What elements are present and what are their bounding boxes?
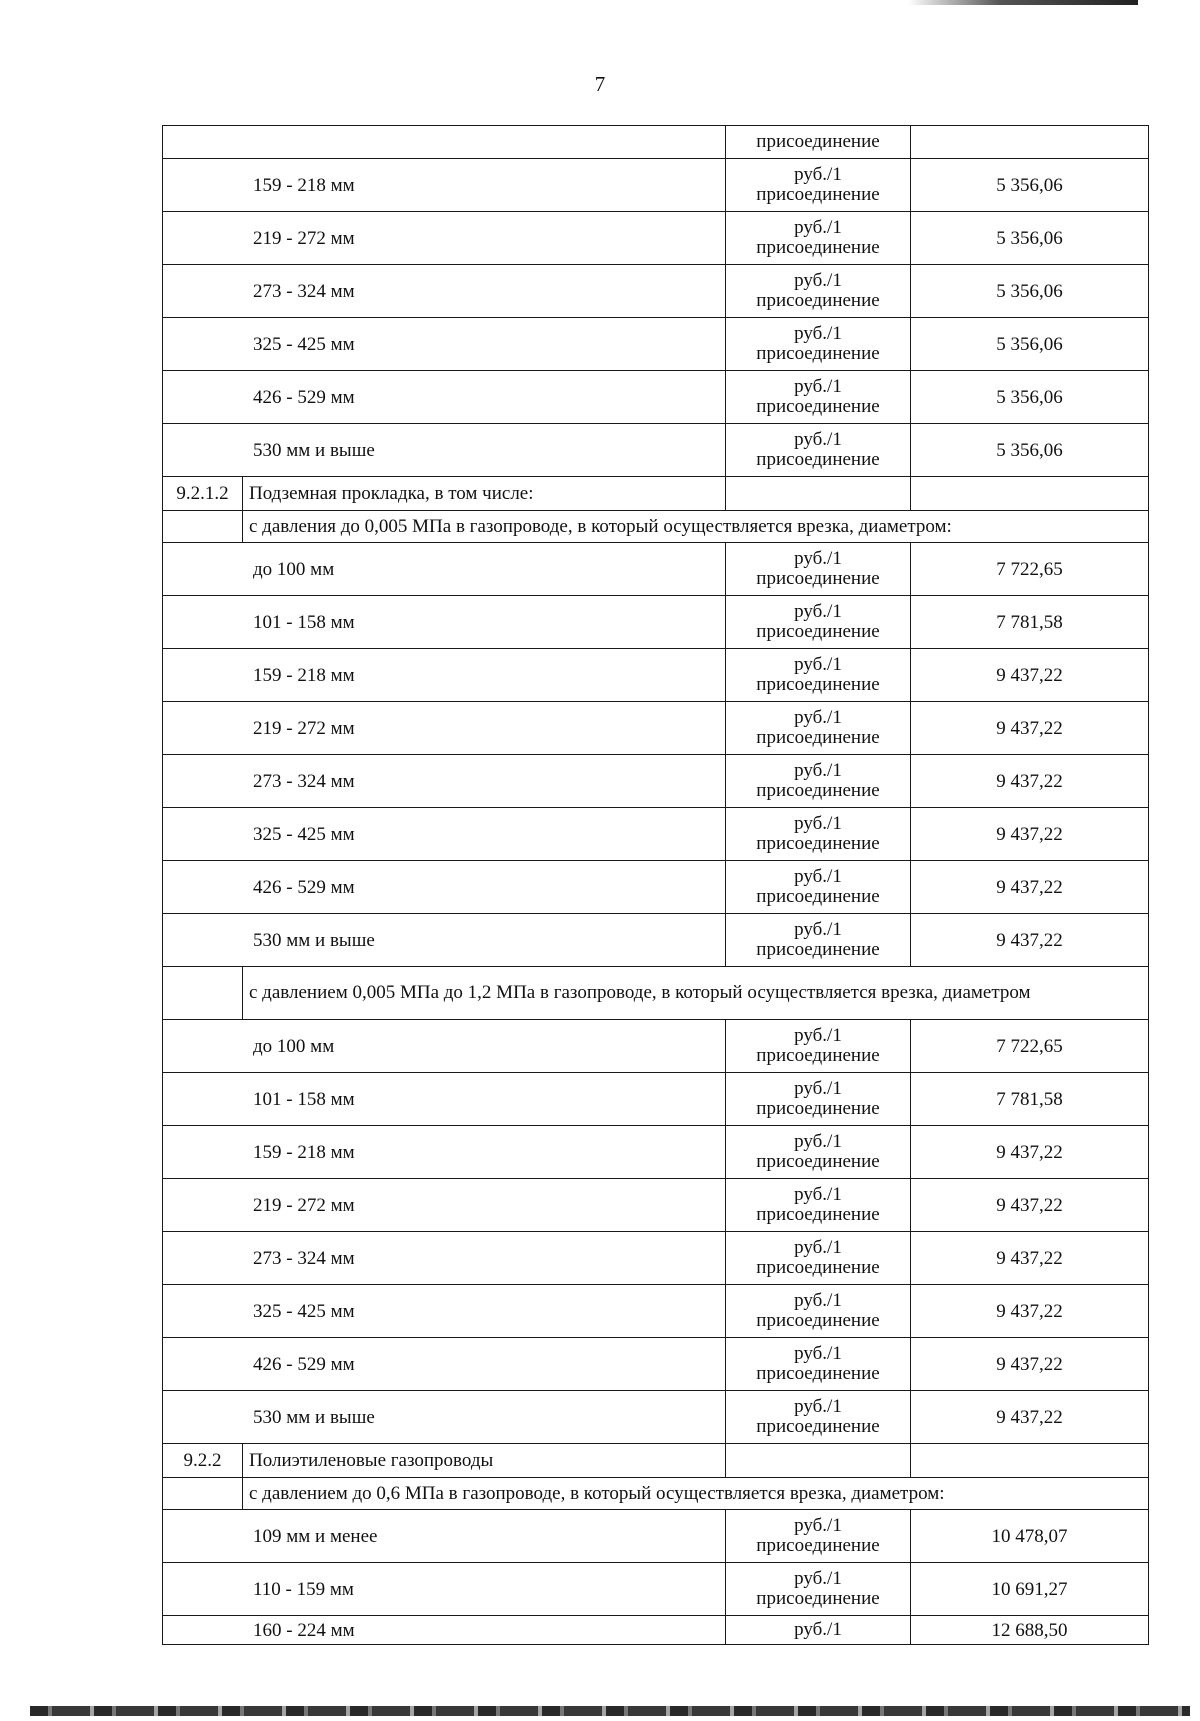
- unit-cell: [726, 1020, 911, 1073]
- table-row: [163, 371, 1149, 424]
- diameter-label: 159 - 218 мм: [253, 174, 355, 196]
- unit-line-2: присоединение: [756, 1257, 880, 1278]
- diameter-label: 159 - 218 мм: [253, 664, 355, 686]
- table-row: [163, 318, 1149, 371]
- group-heading-row: [163, 511, 1149, 543]
- unit-line-1: руб./1: [794, 429, 842, 450]
- table-row: [163, 424, 1149, 477]
- unit-line-1: руб./1: [794, 548, 842, 569]
- diameter-label: 219 - 272 мм: [253, 1194, 355, 1216]
- unit-line-2: присоединение: [756, 621, 880, 642]
- group-heading: с давлением до 0,6 МПа в газопроводе, в который осуществляется врезка, диаметром:: [243, 1478, 1149, 1510]
- unit-line-2: присоединение: [756, 1588, 880, 1609]
- price-cell: 9 437,22: [911, 861, 1149, 914]
- diameter-label: 530 мм и выше: [253, 439, 375, 461]
- diameter-label: 426 - 529 мм: [253, 1353, 355, 1375]
- diameter-label: 325 - 425 мм: [253, 823, 355, 845]
- section-number: 9.2.1.2: [163, 477, 243, 511]
- section-title: Полиэтиленовые газопроводы: [243, 1444, 726, 1478]
- diameter-label: 110 - 159 мм: [253, 1578, 354, 1600]
- unit-line-2: присоединение: [756, 184, 880, 205]
- table-row: [163, 1126, 1149, 1179]
- diameter-label: 273 - 324 мм: [253, 770, 355, 792]
- table-row: [163, 596, 1149, 649]
- unit-line-2: присоединение: [756, 1363, 880, 1384]
- price-cell: 10 478,07: [911, 1510, 1149, 1563]
- table-row: [163, 1020, 1149, 1073]
- section-number: 9.2.2: [163, 1444, 243, 1478]
- unit-cell: [726, 596, 911, 649]
- unit-line-2: присоединение: [756, 237, 880, 258]
- unit-line-1: руб./1: [794, 376, 842, 397]
- unit-line-1: руб./1: [794, 654, 842, 675]
- price-cell: 12 688,50: [911, 1616, 1149, 1645]
- table-row: [163, 1285, 1149, 1338]
- scan-edge-bottom: [30, 1706, 1190, 1716]
- unit-line-2: присоединение: [756, 343, 880, 364]
- table-row: [163, 1391, 1149, 1444]
- unit-line-1: руб./1: [794, 1568, 842, 1589]
- unit-cell: [726, 1073, 911, 1126]
- diameter-label: 219 - 272 мм: [253, 227, 355, 249]
- diameter-label: 325 - 425 мм: [253, 333, 355, 355]
- diameter-label: 426 - 529 мм: [253, 876, 355, 898]
- price-cell: 9 437,22: [911, 702, 1149, 755]
- unit-line-1: руб./1: [794, 601, 842, 622]
- section-title: Подземная прокладка, в том числе:: [243, 477, 726, 511]
- group-heading: с давления до 0,005 МПа в газопроводе, в который осуществляется врезка, диаметром:: [243, 511, 1149, 543]
- unit-line-2: присоединение: [756, 674, 880, 695]
- group-heading: с давлением 0,005 МПа до 1,2 МПа в газопроводе, в который осуществляется врезка, диаметром: [243, 967, 1149, 1020]
- group-heading-row: [163, 967, 1149, 1020]
- unit-cell: присоединение: [726, 126, 911, 159]
- price-cell: 5 356,06: [911, 371, 1149, 424]
- diameter-label: 159 - 218 мм: [253, 1141, 355, 1163]
- table-row: [163, 1338, 1149, 1391]
- price-cell: 10 691,27: [911, 1563, 1149, 1616]
- unit-cell: [726, 1285, 911, 1338]
- price-cell: 5 356,06: [911, 212, 1149, 265]
- unit-cell: [726, 1563, 911, 1616]
- unit-line-1: руб./1: [794, 866, 842, 887]
- unit-cell: [726, 914, 911, 967]
- diameter-label: 273 - 324 мм: [253, 280, 355, 302]
- unit-cell: [726, 649, 911, 702]
- page-number: 7: [594, 72, 606, 96]
- unit-line-2: присоединение: [756, 780, 880, 801]
- unit-cell: [726, 1510, 911, 1563]
- price-cell: 7 722,65: [911, 1020, 1149, 1073]
- table-row: [163, 1563, 1149, 1616]
- unit-line-2: присоединение: [756, 290, 880, 311]
- price-cell: 9 437,22: [911, 1285, 1149, 1338]
- price-cell: 5 356,06: [911, 159, 1149, 212]
- price-cell: 7 781,58: [911, 1073, 1149, 1126]
- diameter-label: 101 - 158 мм: [253, 1088, 355, 1110]
- price-cell: 9 437,22: [911, 1338, 1149, 1391]
- price-cell: 5 356,06: [911, 265, 1149, 318]
- unit-line-2: присоединение: [756, 1098, 880, 1119]
- unit-cell: [726, 159, 911, 212]
- unit-cell: [726, 265, 911, 318]
- diameter-label: до 100 мм: [253, 1035, 335, 1057]
- table-row: [163, 212, 1149, 265]
- table-row: [163, 543, 1149, 596]
- unit-line-2: присоединение: [756, 1535, 880, 1556]
- diameter-label: 325 - 425 мм: [253, 1300, 355, 1322]
- diameter-label: 101 - 158 мм: [253, 611, 355, 633]
- unit-cell: [726, 808, 911, 861]
- price-cell: 7 722,65: [911, 543, 1149, 596]
- unit-cell: [726, 1179, 911, 1232]
- unit-cell: [726, 1126, 911, 1179]
- unit-cell: [726, 371, 911, 424]
- continuation-row: [163, 126, 1149, 159]
- diameter-label: 219 - 272 мм: [253, 717, 355, 739]
- unit-line-2: присоединение: [756, 939, 880, 960]
- unit-line-1: руб./1: [794, 323, 842, 344]
- diameter-label: 530 мм и выше: [253, 929, 375, 951]
- diameter-label: 109 мм и менее: [253, 1525, 378, 1547]
- tariff-table-body: [163, 126, 1149, 1645]
- unit-line-2: присоединение: [756, 396, 880, 417]
- table-row: [163, 755, 1149, 808]
- unit-line-1: руб./1: [794, 164, 842, 185]
- diameter-label: 426 - 529 мм: [253, 386, 355, 408]
- price-cell: 9 437,22: [911, 1391, 1149, 1444]
- unit-line-1: руб./1: [794, 1078, 842, 1099]
- price-cell: 5 356,06: [911, 424, 1149, 477]
- section-row: [163, 1444, 1149, 1478]
- unit-cell: [726, 212, 911, 265]
- unit-line-2: присоединение: [756, 886, 880, 907]
- scan-edge-top: [908, 0, 1138, 5]
- unit-cell: [726, 424, 911, 477]
- table-row: [163, 649, 1149, 702]
- unit-cell: [726, 1391, 911, 1444]
- unit-line-1: руб./1: [794, 760, 842, 781]
- unit-line-1: руб./1: [794, 1343, 842, 1364]
- diameter-label: 273 - 324 мм: [253, 1247, 355, 1269]
- unit-cell: [726, 318, 911, 371]
- unit-cell: [726, 861, 911, 914]
- price-cell: 9 437,22: [911, 1179, 1149, 1232]
- table-row: [163, 1510, 1149, 1563]
- unit-line-2: присоединение: [756, 727, 880, 748]
- table-row: [163, 1232, 1149, 1285]
- tariff-table: [162, 125, 1149, 1645]
- price-cell: 9 437,22: [911, 649, 1149, 702]
- price-cell: 9 437,22: [911, 1232, 1149, 1285]
- table-row: [163, 1616, 1149, 1645]
- unit-line-1: руб./1: [794, 1515, 842, 1536]
- unit-line-2: присоединение: [756, 1310, 880, 1331]
- diameter-label: 160 - 224 мм: [163, 1616, 726, 1645]
- unit-line-1: руб./1: [794, 707, 842, 728]
- unit-line-1: руб./1: [794, 1290, 842, 1311]
- unit-line-1: руб./1: [794, 1396, 842, 1417]
- price-cell: 9 437,22: [911, 914, 1149, 967]
- unit-line-2: присоединение: [756, 1045, 880, 1066]
- unit-line-1: руб./1: [794, 1184, 842, 1205]
- unit-line-1: руб./1: [794, 813, 842, 834]
- unit-line-1: руб./1: [794, 217, 842, 238]
- table-row: [163, 1179, 1149, 1232]
- unit-cell: руб./1: [726, 1616, 911, 1645]
- price-cell: 9 437,22: [911, 808, 1149, 861]
- table-row: [163, 1073, 1149, 1126]
- group-heading-row: [163, 1478, 1149, 1510]
- unit-line-1: руб./1: [794, 270, 842, 291]
- diameter-label: 530 мм и выше: [253, 1406, 375, 1428]
- unit-line-2: присоединение: [756, 1151, 880, 1172]
- unit-cell: [726, 1338, 911, 1391]
- table-row: [163, 914, 1149, 967]
- price-cell: 5 356,06: [911, 318, 1149, 371]
- table-row: [163, 159, 1149, 212]
- unit-line-2: присоединение: [756, 833, 880, 854]
- unit-line-2: присоединение: [756, 1416, 880, 1437]
- unit-line-2: присоединение: [756, 449, 880, 470]
- unit-line-2: присоединение: [756, 1204, 880, 1225]
- unit-line-2: присоединение: [756, 568, 880, 589]
- unit-cell: [726, 755, 911, 808]
- unit-line-1: руб./1: [794, 1131, 842, 1152]
- unit-line-1: руб./1: [794, 919, 842, 940]
- table-row: [163, 808, 1149, 861]
- table-row: [163, 861, 1149, 914]
- table-row: [163, 265, 1149, 318]
- price-cell: 9 437,22: [911, 755, 1149, 808]
- price-cell: 9 437,22: [911, 1126, 1149, 1179]
- unit-cell: [726, 702, 911, 755]
- section-row: [163, 477, 1149, 511]
- diameter-label: до 100 мм: [253, 558, 335, 580]
- unit-cell: [726, 1232, 911, 1285]
- table-row: [163, 702, 1149, 755]
- price-cell: 7 781,58: [911, 596, 1149, 649]
- unit-line-1: руб./1: [794, 1025, 842, 1046]
- unit-cell: [726, 543, 911, 596]
- unit-line-1: руб./1: [794, 1237, 842, 1258]
